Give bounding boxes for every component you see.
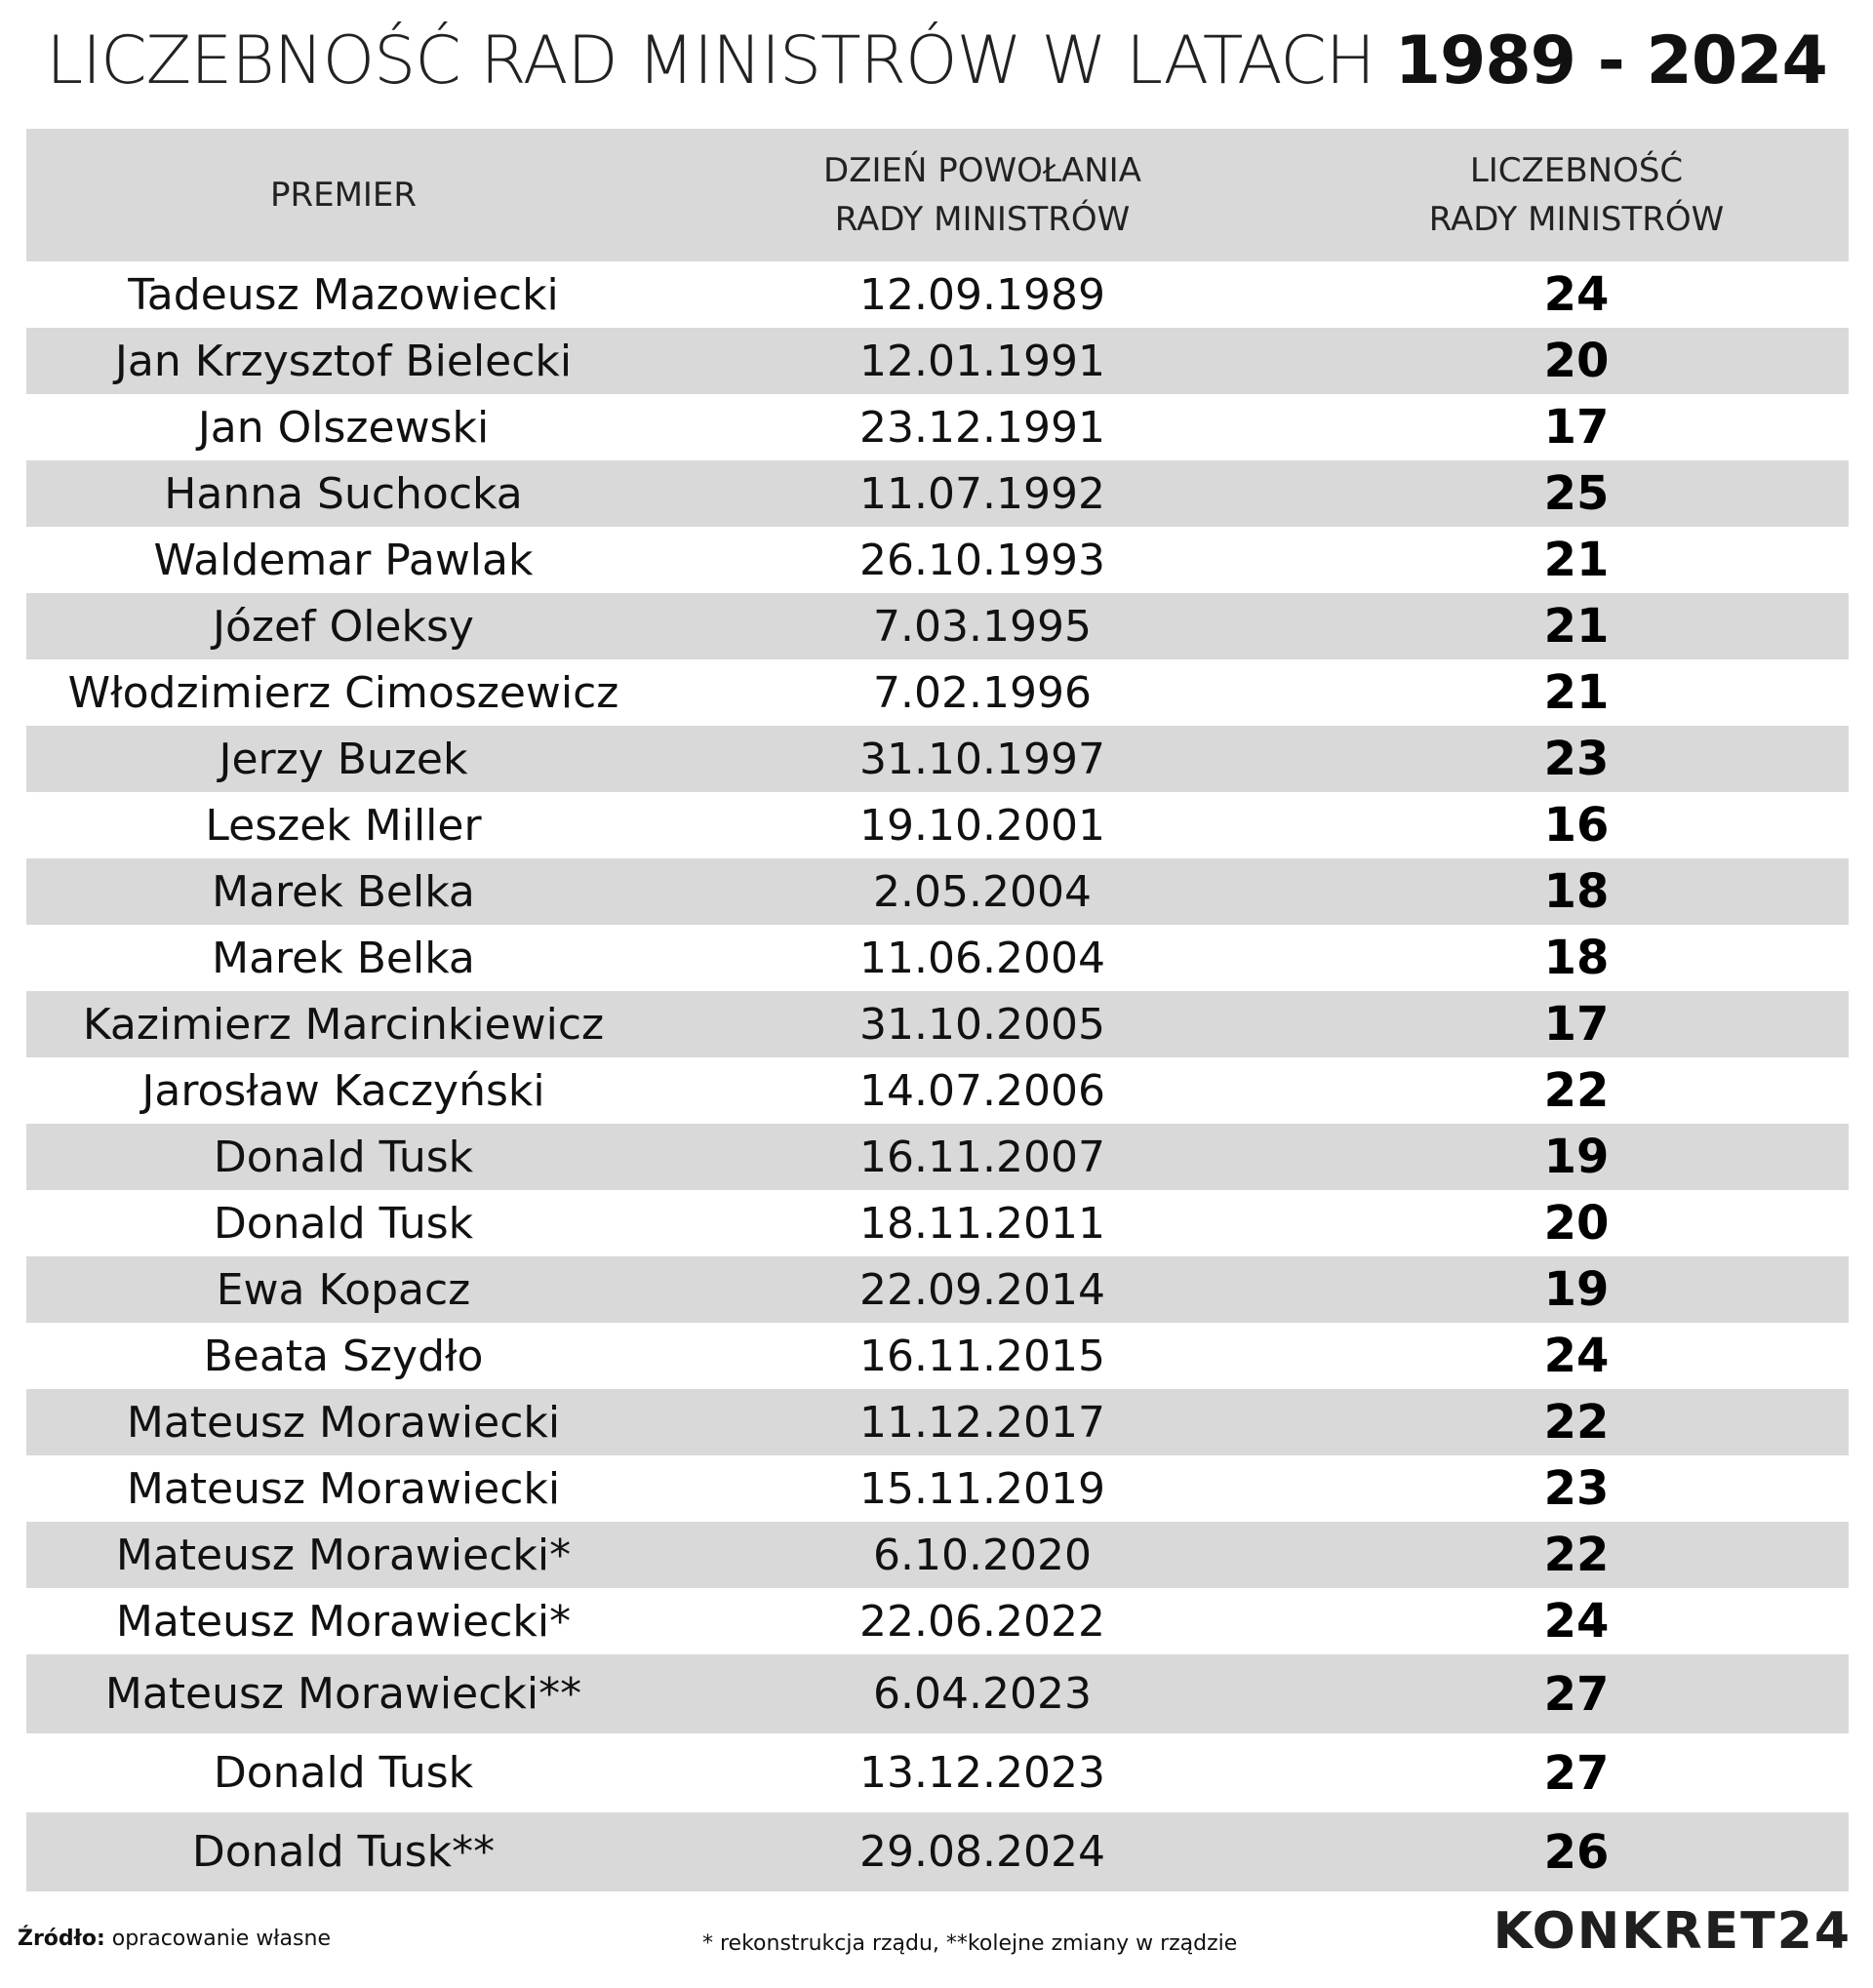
cell-premier: Jerzy Buzek <box>219 734 468 784</box>
cell-date: 15.11.2019 <box>859 1463 1105 1514</box>
cell-premier: Donald Tusk <box>213 1132 474 1182</box>
cell-date: 11.06.2004 <box>859 933 1105 983</box>
cell-count: 24 <box>1543 1594 1610 1649</box>
cell-date: 19.10.2001 <box>859 800 1105 851</box>
table-row <box>26 1733 1849 1812</box>
cell-count: 19 <box>1543 1262 1610 1317</box>
table-row <box>26 593 1849 659</box>
cell-count: 17 <box>1543 997 1610 1052</box>
cell-date: 26.10.1993 <box>859 535 1105 585</box>
cell-premier: Włodzimierz Cimoszewicz <box>67 667 619 718</box>
cell-count: 24 <box>1543 1329 1610 1383</box>
konkret24-logo: KONKRET24 <box>1493 1902 1852 1961</box>
table-row <box>26 1389 1849 1455</box>
table-row <box>26 261 1849 328</box>
cell-premier: Mateusz Morawiecki <box>126 1397 561 1448</box>
cell-date: 31.10.2005 <box>859 999 1105 1050</box>
cell-count: 22 <box>1543 1395 1610 1450</box>
table-row <box>26 328 1849 394</box>
table-row <box>26 1654 1849 1733</box>
table-row <box>26 925 1849 991</box>
cell-count: 20 <box>1543 1196 1610 1251</box>
table-row <box>26 1812 1849 1891</box>
table-row <box>26 1124 1849 1190</box>
cell-date: 11.07.1992 <box>859 468 1105 519</box>
cell-premier: Beata Szydło <box>203 1331 484 1381</box>
cell-count: 23 <box>1543 1461 1610 1516</box>
source-note <box>18 1927 331 1951</box>
cell-date: 16.11.2015 <box>859 1331 1105 1381</box>
cell-premier: Tadeusz Mazowiecki <box>128 269 559 320</box>
cell-date: 22.09.2014 <box>859 1264 1105 1315</box>
cell-count: 26 <box>1543 1824 1610 1880</box>
cell-premier: Józef Oleksy <box>213 601 474 652</box>
table-row <box>26 460 1849 527</box>
cell-date: 12.09.1989 <box>859 269 1105 320</box>
cell-count: 21 <box>1543 599 1610 654</box>
cell-premier: Mateusz Morawiecki* <box>115 1596 572 1647</box>
cell-count: 24 <box>1543 267 1610 322</box>
cell-date: 22.06.2022 <box>859 1596 1105 1647</box>
cell-premier: Waldemar Pawlak <box>153 535 534 585</box>
cell-premier: Mateusz Morawiecki* <box>115 1530 572 1580</box>
source-label: Źródło: <box>18 1927 105 1951</box>
cell-date: 13.12.2023 <box>859 1748 1105 1798</box>
table-row <box>26 1588 1849 1654</box>
cell-count: 21 <box>1543 533 1610 587</box>
table-header <box>26 129 1849 261</box>
cell-date: 6.04.2023 <box>873 1669 1092 1719</box>
cell-premier: Hanna Suchocka <box>164 468 523 519</box>
table-row <box>26 1057 1849 1124</box>
table-row <box>26 792 1849 858</box>
cell-count: 27 <box>1543 1666 1610 1722</box>
table-row <box>26 1190 1849 1256</box>
cell-date: 14.07.2006 <box>859 1065 1105 1116</box>
cell-date: 6.10.2020 <box>873 1530 1092 1580</box>
cell-premier: Jan Krzysztof Bielecki <box>114 336 573 386</box>
cell-premier: Jan Olszewski <box>197 402 490 453</box>
cell-count: 20 <box>1543 334 1610 388</box>
page-title <box>0 18 1873 105</box>
header-count-line2: RADY MINISTRÓW <box>1428 200 1725 239</box>
table-row <box>26 726 1849 792</box>
table-row <box>26 527 1849 593</box>
cell-premier: Mateusz Morawiecki <box>126 1463 561 1514</box>
cell-date: 16.11.2007 <box>859 1132 1105 1182</box>
table-row <box>26 394 1849 460</box>
cell-date: 2.05.2004 <box>873 866 1092 917</box>
cell-count: 19 <box>1543 1130 1610 1184</box>
table-body <box>26 261 1849 1891</box>
cell-count: 22 <box>1543 1063 1610 1118</box>
cell-count: 21 <box>1543 665 1610 720</box>
header-count <box>1304 146 1849 244</box>
cell-count: 17 <box>1543 400 1610 455</box>
cell-premier: Jarosław Kaczyński <box>141 1065 545 1116</box>
table-row <box>26 659 1849 726</box>
cell-count: 22 <box>1543 1528 1610 1582</box>
cell-date: 29.08.2024 <box>859 1827 1105 1877</box>
cell-count: 27 <box>1543 1745 1610 1801</box>
cell-premier: Leszek Miller <box>205 800 482 851</box>
cell-date: 7.03.1995 <box>873 601 1092 652</box>
header-date <box>660 146 1304 244</box>
cell-premier: Marek Belka <box>212 866 475 917</box>
table-row <box>26 1455 1849 1522</box>
source-text: opracowanie własne <box>111 1927 331 1951</box>
cell-premier: Donald Tusk <box>213 1748 474 1798</box>
footnote: * rekonstrukcja rządu, **kolejne zmiany w rządzie <box>702 1931 1238 1956</box>
cabinet-size-table <box>26 129 1849 1891</box>
cell-count: 23 <box>1543 732 1610 786</box>
cell-premier: Marek Belka <box>212 933 475 983</box>
title-years: 1989 - 2024 <box>1394 22 1827 99</box>
cell-count: 18 <box>1543 931 1610 985</box>
cell-date: 7.02.1996 <box>873 667 1092 718</box>
cell-premier: Mateusz Morawiecki** <box>104 1669 582 1719</box>
cell-date: 18.11.2011 <box>859 1198 1105 1249</box>
table-row <box>26 858 1849 925</box>
cell-count: 16 <box>1543 798 1610 853</box>
cell-premier: Ewa Kopacz <box>216 1264 471 1315</box>
header-premier <box>26 171 660 219</box>
header-count-line1: LICZEBNOŚĆ <box>1469 151 1684 190</box>
cell-date: 23.12.1991 <box>859 402 1105 453</box>
table-row <box>26 1256 1849 1323</box>
table-row <box>26 1522 1849 1588</box>
header-premier-line1: PREMIER <box>269 176 418 215</box>
cell-date: 31.10.1997 <box>859 734 1105 784</box>
cell-premier: Donald Tusk** <box>191 1827 496 1877</box>
cell-count: 25 <box>1543 466 1610 521</box>
header-date-line2: RADY MINISTRÓW <box>834 200 1131 239</box>
cell-premier: Kazimierz Marcinkiewicz <box>82 999 605 1050</box>
title-main: LICZEBNOŚĆ RAD MINISTRÓW W LATACH <box>46 22 1375 99</box>
cell-date: 12.01.1991 <box>859 336 1105 386</box>
cell-premier: Donald Tusk <box>213 1198 474 1249</box>
header-date-line1: DZIEŃ POWOŁANIA <box>823 151 1141 190</box>
table-row <box>26 1323 1849 1389</box>
cell-count: 18 <box>1543 864 1610 919</box>
table-row <box>26 991 1849 1057</box>
cell-date: 11.12.2017 <box>859 1397 1105 1448</box>
